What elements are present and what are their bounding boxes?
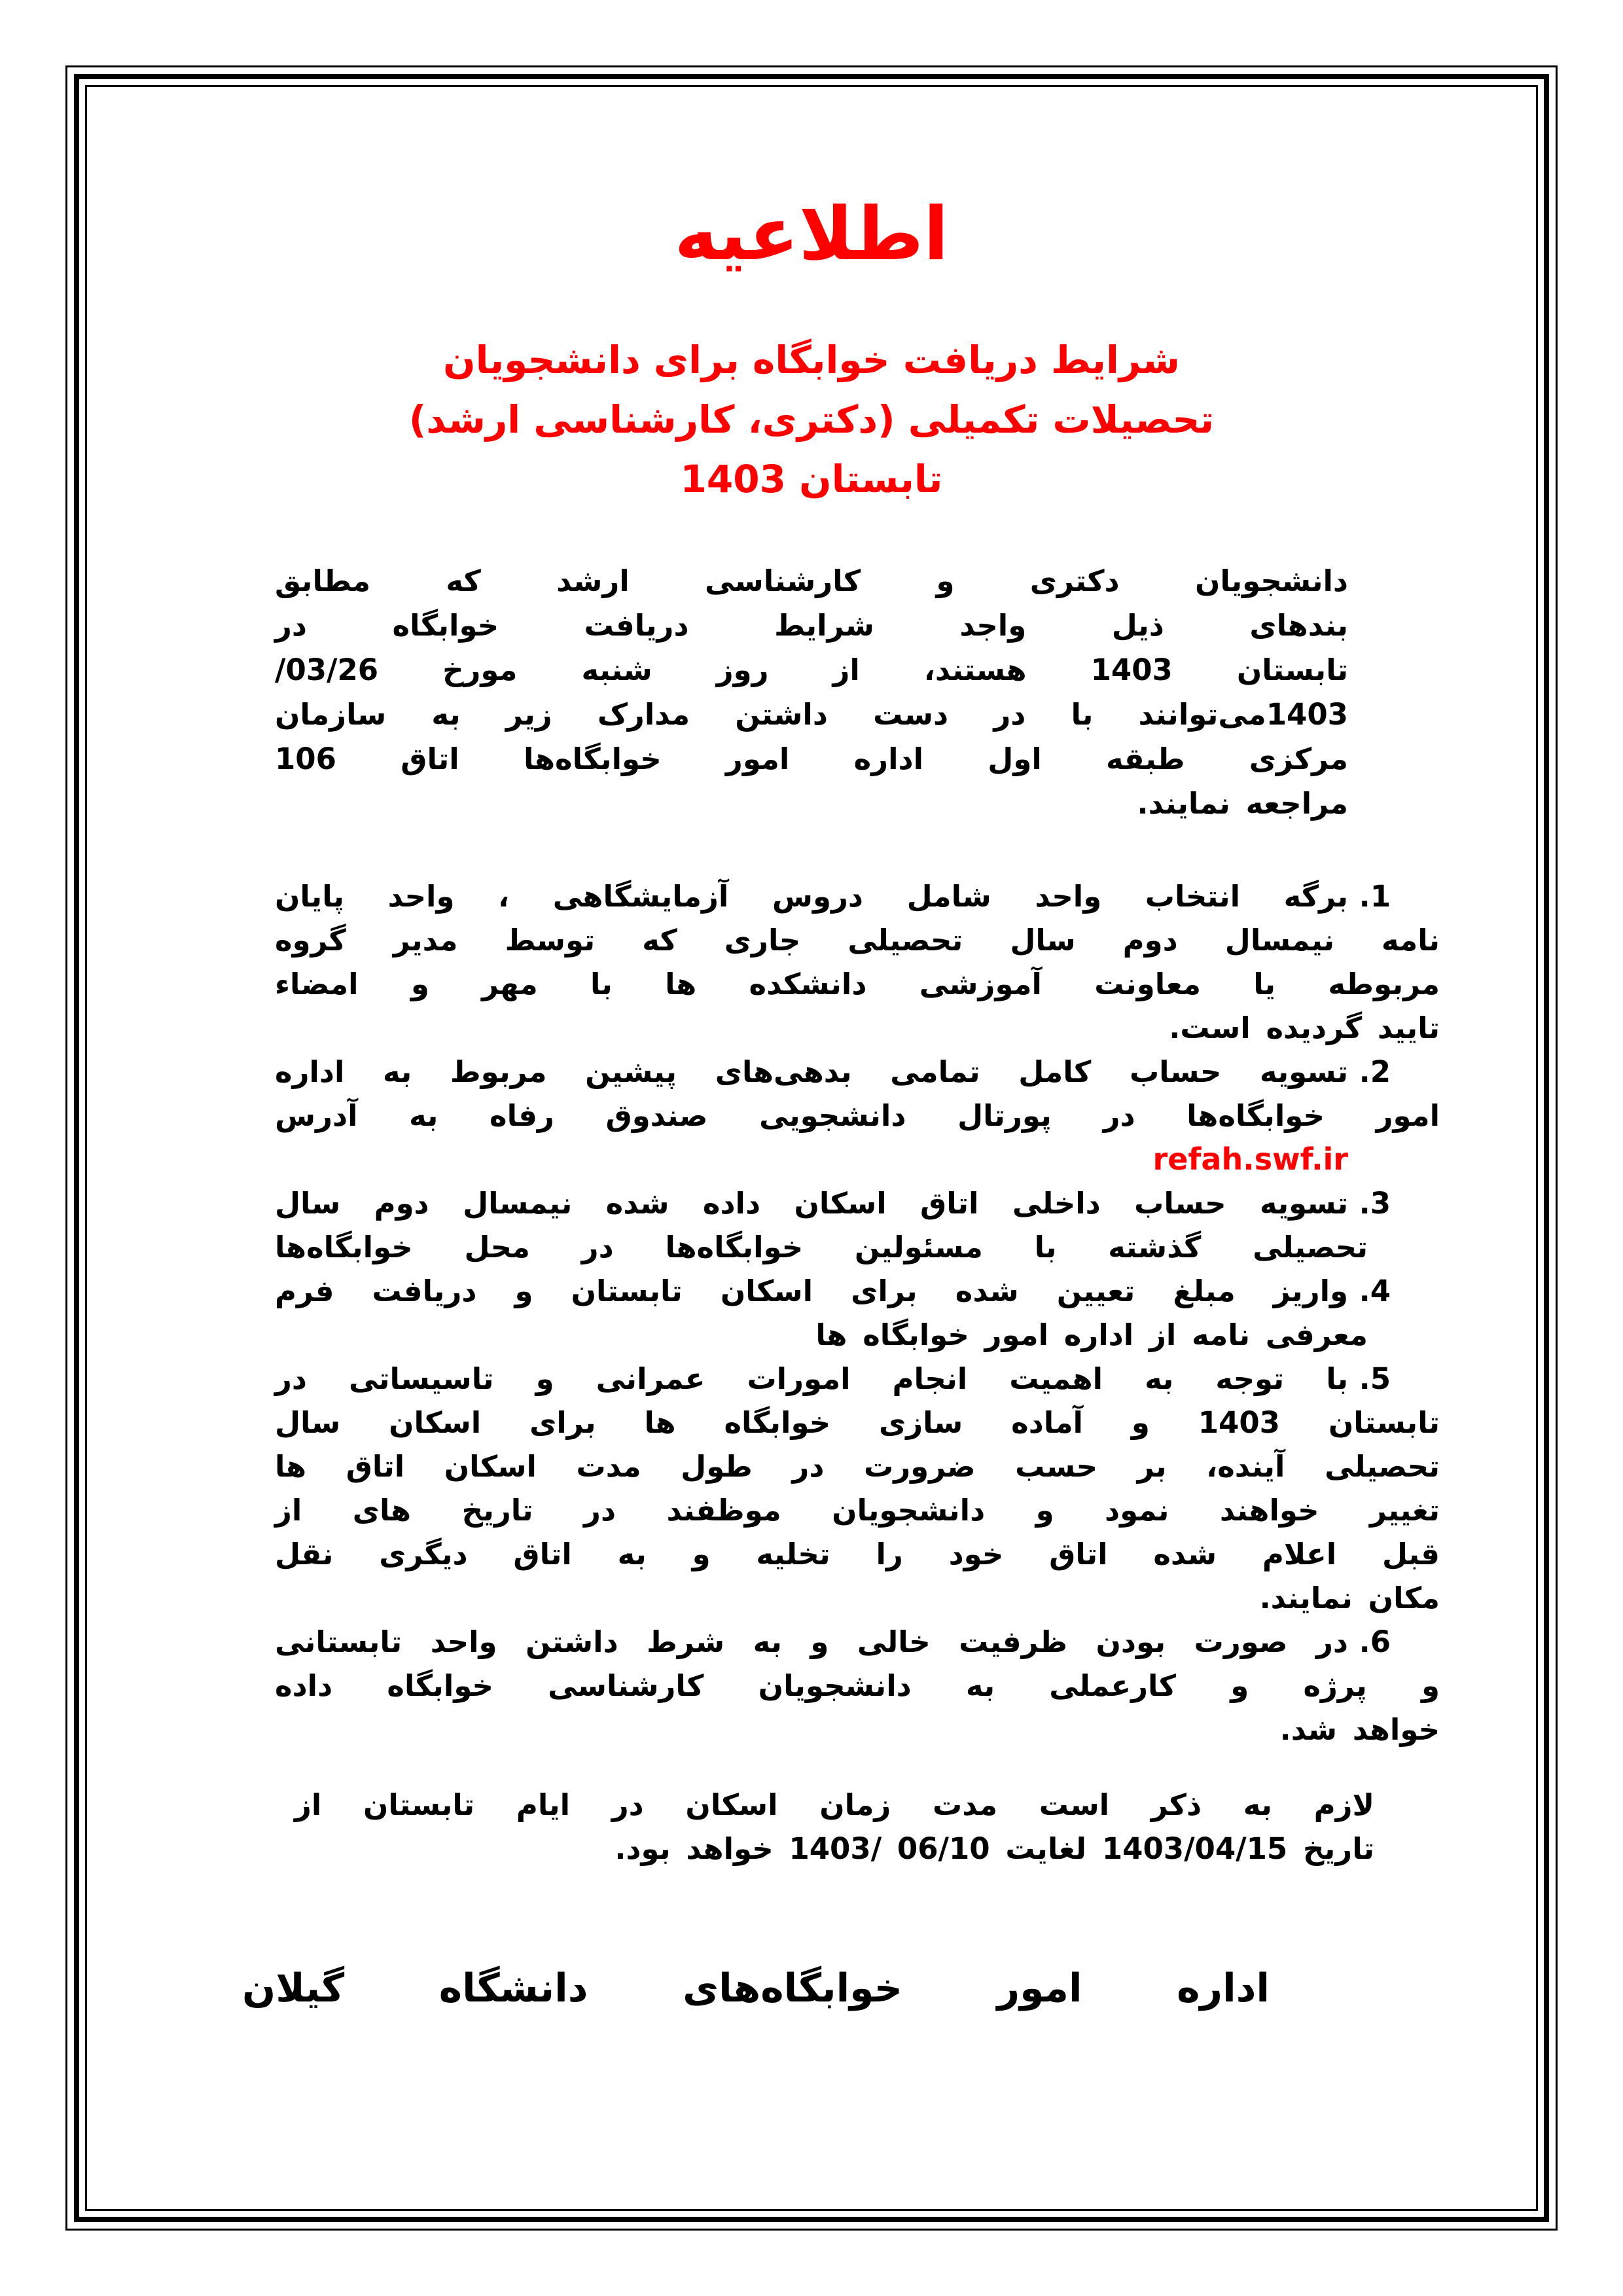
list-item-1-line-1 [275,874,1440,918]
intro-line-2: بندهای ذیل واجد شرایط دریافت خوابگاه در [275,608,1348,643]
intro-line-1: دانشجویان دکتری و کارشناسی ارشد که مطابق [275,564,1348,598]
closing-line-1: لازم به ذکر است مدت زمان اسکان در ایام تابستان از [294,1787,1374,1822]
intro-line-5: مرکزی طبقه اول اداره امور خوابگاه‌ها اتاق 106 [275,742,1348,776]
closing-line-2: تاریخ 1403/04/15 لغایت 06/10 /1403 خواهد بود. [615,1831,1374,1866]
refah-portal-url: refah.swf.ir [1152,1141,1348,1177]
list-item-2-text: تسویه حساب کامل تمامی بدهی‌های پیشین مربوط به اداره [275,1054,1348,1089]
list-item-1-number: 1. [1359,879,1391,914]
list-item-1-line-4: تایید گردیده است. [1169,1011,1440,1045]
list-item-4-text: واریز مبلغ تعیین شده برای اسکان تابستان و دریافت فرم [275,1274,1348,1308]
list-item-3-text: تسویه حساب داخلی اتاق اسکان داده شده نیمسال دوم سال [275,1186,1348,1221]
intro-paragraph [275,559,1348,826]
subtitle-line-1: شرایط دریافت خوابگاه برای دانشجویان [443,338,1180,382]
intro-line-3: تابستان 1403 هستند، از روز شنبه مورخ 03/26/ [275,653,1348,687]
list-item-2-line-1 [275,1050,1440,1094]
list-item-6-line-2: و پرژه و کارعملی به دانشجویان کارشناسی خوابگاه داده [275,1668,1440,1703]
intro-line-6: مراجعه نمایند. [1137,786,1348,821]
closing-note [294,1783,1374,1871]
list-item-3-line-2: تحصیلی گذشته با مسئولین خوابگاه‌ها در محل خوابگاه‌ها [275,1230,1368,1265]
list-item-2-line-2: امور خوابگاه‌ها در پورتال دانشجویی صندوق رفاه به آدرس [275,1098,1440,1133]
requirements-list [275,874,1440,1751]
list-item-3-number: 3. [1359,1186,1391,1221]
list-item-2-number: 2. [1359,1054,1391,1089]
list-item-5-number: 5. [1359,1361,1391,1396]
list-item-6-number: 6. [1359,1624,1391,1659]
list-item-1-line-3: مربوطه یا معاونت آموزشی دانشکده ها با مهر و امضاء [275,967,1440,1001]
list-item-6-line-1 [275,1620,1440,1664]
list-item-4-line-2: معرفی نامه از اداره امور خوابگاه ها [815,1318,1368,1352]
notice-title: اطلاعیه [674,192,949,277]
list-item-5-text: با توجه به اهمیت انجام امورات عمرانی و تاسیساتی در [275,1361,1348,1396]
list-item-5-line-5: قبل اعلام شده اتاق خود را تخلیه و به اتاق دیگری نقل [275,1537,1440,1571]
list-item-5-line-6: مکان نمایند. [1259,1581,1440,1615]
list-item-4-line-1 [275,1269,1440,1313]
list-item-1-text: برگه انتخاب واحد شامل دروس آزمایشگاهی ، واحد پایان [275,879,1348,914]
signature: اداره امور خوابگاه‌های دانشگاه گیلان [242,1965,1270,2011]
notice-subtitle [0,331,1623,509]
list-item-3-line-1 [275,1181,1440,1225]
list-item-5-line-4: تغییر خواهند نمود و دانشجویان موظفند در تاریخ های از [275,1493,1440,1528]
list-item-5-line-1 [275,1357,1440,1401]
list-item-6-text: در صورت بودن ظرفیت خالی و به شرط داشتن واحد تابستانی [275,1624,1348,1659]
subtitle-line-2: تحصیلات تکمیلی (دکتری، کارشناسی ارشد) [408,397,1215,442]
intro-line-4: 1403می‌توانند با در دست داشتن مدارک زیر به سازمان [275,697,1348,732]
list-item-4-number: 4. [1359,1274,1391,1308]
subtitle-line-3: تابستان 1403 [680,457,943,501]
list-item-5-line-2: تابستان 1403 و آماده سازی خوابگاه ها برای اسکان سال [275,1405,1440,1440]
list-item-6-line-3: خواهد شد. [1279,1712,1440,1747]
list-item-1-line-2: نامه نیمسال دوم سال تحصیلی جاری که توسط مدیر گروه [275,923,1440,958]
list-item-5-line-3: تحصیلی آینده، بر حسب ضرورت در طول مدت اسکان اتاق ها [275,1449,1440,1484]
